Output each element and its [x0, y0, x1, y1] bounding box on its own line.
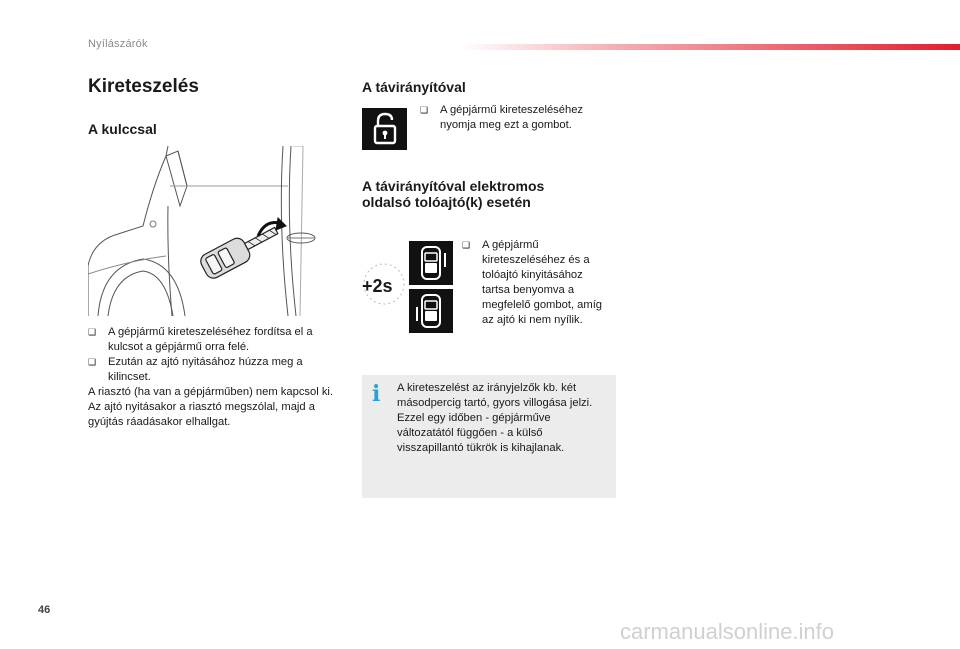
electric-instructions	[462, 238, 612, 328]
hold-duration-label: +2s	[362, 276, 393, 296]
sliding-door-right-icon	[409, 289, 453, 333]
info-icon: i	[372, 381, 381, 407]
list-item	[420, 103, 610, 133]
bullet-icon: ❑	[420, 105, 429, 115]
watermark: carmanualsonline.info	[620, 619, 835, 644]
list-item	[88, 355, 346, 385]
info-text: A kireteszelést az irányjelzők kb. két másodpercig tartó, gyors villogása jelzi. Ezzel egy időben - gépjárműve változatától függően - a külső visszapillantó tükrök is kihajlanak.	[397, 382, 593, 454]
unlock-padlock-icon	[362, 108, 407, 150]
bullet-icon: ❑	[462, 240, 471, 250]
electric-bullet: A gépjármű kireteszeléséhez és a tolóajtó kinyitásához tartsa benyomva a megfelelő gombot, amíg az ajtó ki nem nyílik.	[482, 239, 603, 326]
electric-door-heading	[362, 178, 602, 210]
bullet-icon: ❑	[88, 357, 97, 367]
alarm-note: A riasztó (ha van a gépjárműben) nem kapcsol ki. Az ajtó nyitásakor a riasztó megszólal, majd a gyújtás ráadásakor elhallgat.	[88, 386, 334, 428]
remote-bullet: A gépjármű kireteszeléséhez nyomja meg ezt a gombot.	[440, 104, 584, 131]
header-accent-bar	[460, 44, 960, 50]
bullet-icon: ❑	[88, 327, 97, 337]
key-bullet-2: Ezután az ajtó nyitásához húzza meg a kilincset.	[108, 356, 303, 383]
sliding-door-left-icon	[409, 241, 453, 285]
page-title: Kireteszelés	[88, 76, 199, 97]
electric-heading-line-2: oldalsó tolóajtó(k) esetén	[362, 194, 531, 210]
key-instructions	[88, 325, 346, 430]
key-section-heading: A kulccsal	[88, 121, 157, 137]
section-label: Nyílászárók	[88, 38, 148, 50]
remote-instructions	[420, 103, 610, 133]
electric-heading-line-1: A távirányítóval elektromos	[362, 178, 545, 194]
list-item	[88, 325, 346, 355]
key-bullet-1: A gépjármű kireteszeléséhez fordítsa el a kulcsot a gépjármű orra felé.	[108, 326, 313, 353]
list-item	[462, 238, 612, 328]
remote-section-heading: A távirányítóval	[362, 79, 466, 95]
page-number: 46	[38, 604, 51, 616]
car-door-key-illustration	[88, 146, 343, 316]
